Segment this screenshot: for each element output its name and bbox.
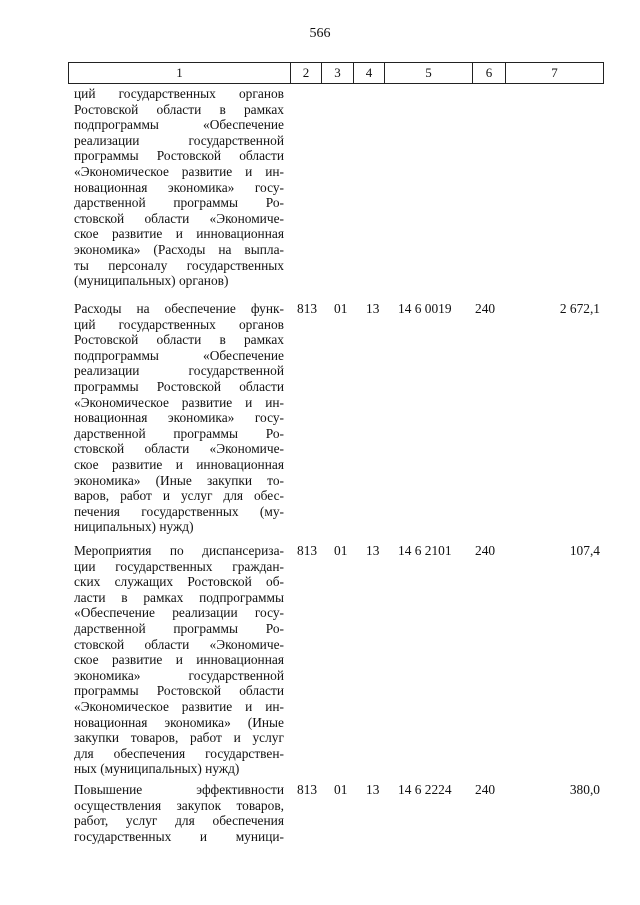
description-line: Ростовской области в рамках — [74, 332, 284, 348]
cell-subsection-code: 13 — [366, 543, 380, 558]
cell-expense-type: 240 — [475, 543, 496, 558]
cell-target-article: 14 6 0019 — [398, 301, 452, 316]
description-line: подпрограммы «Обеспечение — [74, 117, 284, 133]
cell-amount: 107,4 — [569, 543, 600, 558]
description-line: стовской области «Экономиче- — [74, 636, 284, 652]
description-line: «Экономическое развитие и ин- — [74, 163, 284, 179]
cell-amount: 380,0 — [569, 782, 600, 797]
description-line: стовской области «Экономиче- — [74, 441, 284, 457]
cell-target-article: 14 6 2224 — [398, 782, 452, 797]
description-line: работ, услуг для обеспечения — [74, 813, 284, 829]
row-description — [74, 301, 284, 535]
description-line: новационная экономика» госу- — [74, 410, 284, 426]
cell-section-code: 01 — [334, 301, 348, 316]
description-line: закупки товаров, работ и услуг — [74, 730, 284, 746]
description-line: ции государственных граждан- — [74, 558, 284, 574]
row-description — [74, 543, 284, 777]
column-header-6: 6 — [473, 63, 506, 83]
column-header-2: 2 — [291, 63, 322, 83]
description-line: экономика» (Расходы на выпла- — [74, 241, 284, 257]
description-line: дарственной программы Ро- — [74, 620, 284, 636]
description-line: программы Ростовской области — [74, 378, 284, 394]
description-line: новационная экономика» госу- — [74, 179, 284, 195]
description-line: Расходы на обеспечение функ- — [74, 301, 284, 316]
description-line: Повышение эффективности — [74, 782, 284, 797]
description-line: ных (муниципальных) нужд) — [74, 761, 240, 777]
description-line: дарственной программы Ро- — [74, 195, 284, 211]
column-header-4: 4 — [354, 63, 385, 83]
description-line: варов, работ и услуг для обес- — [74, 488, 284, 504]
column-header-7: 7 — [551, 65, 558, 80]
description-line: новационная экономика» (Иные — [74, 714, 284, 730]
cell-section-code: 01 — [334, 543, 348, 558]
description-line: реализации государственной — [74, 132, 284, 148]
description-line: стовской области «Экономиче- — [74, 210, 284, 226]
page-number: 566 — [309, 26, 331, 41]
description-line: ское развитие и инновационная — [74, 456, 284, 472]
cell-subsection-code: 13 — [366, 782, 380, 797]
cell-ministry-code: 813 — [297, 301, 318, 316]
description-line: (муниципальных) органов) — [74, 273, 229, 289]
row-description — [74, 782, 284, 844]
description-line: экономика» государственной — [74, 667, 284, 683]
description-line: «Обеспечение реализации госу- — [74, 605, 284, 621]
description-line: для обеспечения государствен- — [74, 745, 284, 761]
description-line: подпрограммы «Обеспечение — [74, 347, 284, 363]
description-line: «Экономическое развитие и ин- — [74, 394, 284, 410]
cell-expense-type: 240 — [475, 782, 496, 797]
cell-expense-type: 240 — [475, 301, 496, 316]
description-line: «Экономическое развитие и ин- — [74, 698, 284, 714]
description-line: ласти в рамках подпрограммы — [74, 589, 284, 605]
cell-ministry-code: 813 — [297, 782, 318, 797]
cell-section-code: 01 — [334, 782, 348, 797]
description-line: программы Ростовской области — [74, 148, 284, 164]
description-line: ты персоналу государственных — [74, 257, 284, 273]
column-header-1: 1 — [69, 63, 291, 83]
cell-subsection-code: 13 — [366, 301, 380, 316]
description-line: печения государственных (му- — [74, 503, 284, 519]
description-line: Ростовской области в рамках — [74, 101, 284, 117]
column-header-3: 3 — [322, 63, 354, 83]
description-line: ниципальных) нужд) — [74, 519, 194, 535]
cell-ministry-code: 813 — [297, 543, 318, 558]
column-header-5: 5 — [385, 63, 473, 83]
description-line: экономика» (Иные закупки то- — [74, 472, 284, 488]
description-line: реализации государственной — [74, 363, 284, 379]
cell-amount: 2 672,1 — [559, 301, 600, 316]
description-line: государственных и муници- — [74, 828, 284, 844]
description-line: программы Ростовской области — [74, 683, 284, 699]
row-description — [74, 86, 284, 289]
description-line: ских служащих Ростовской об- — [74, 574, 284, 590]
description-line: ское развитие и инновационная — [74, 652, 284, 668]
table-column-header — [68, 62, 604, 84]
description-line: ское развитие и инновационная — [74, 226, 284, 242]
description-line: осуществления закупок товаров, — [74, 797, 284, 813]
description-line: ций государственных органов — [74, 316, 284, 332]
description-line: ций государственных органов — [74, 86, 284, 101]
description-line: Мероприятия по диспансеризa- — [74, 543, 284, 558]
description-line: дарственной программы Ро- — [74, 425, 284, 441]
cell-target-article: 14 6 2101 — [398, 543, 452, 558]
